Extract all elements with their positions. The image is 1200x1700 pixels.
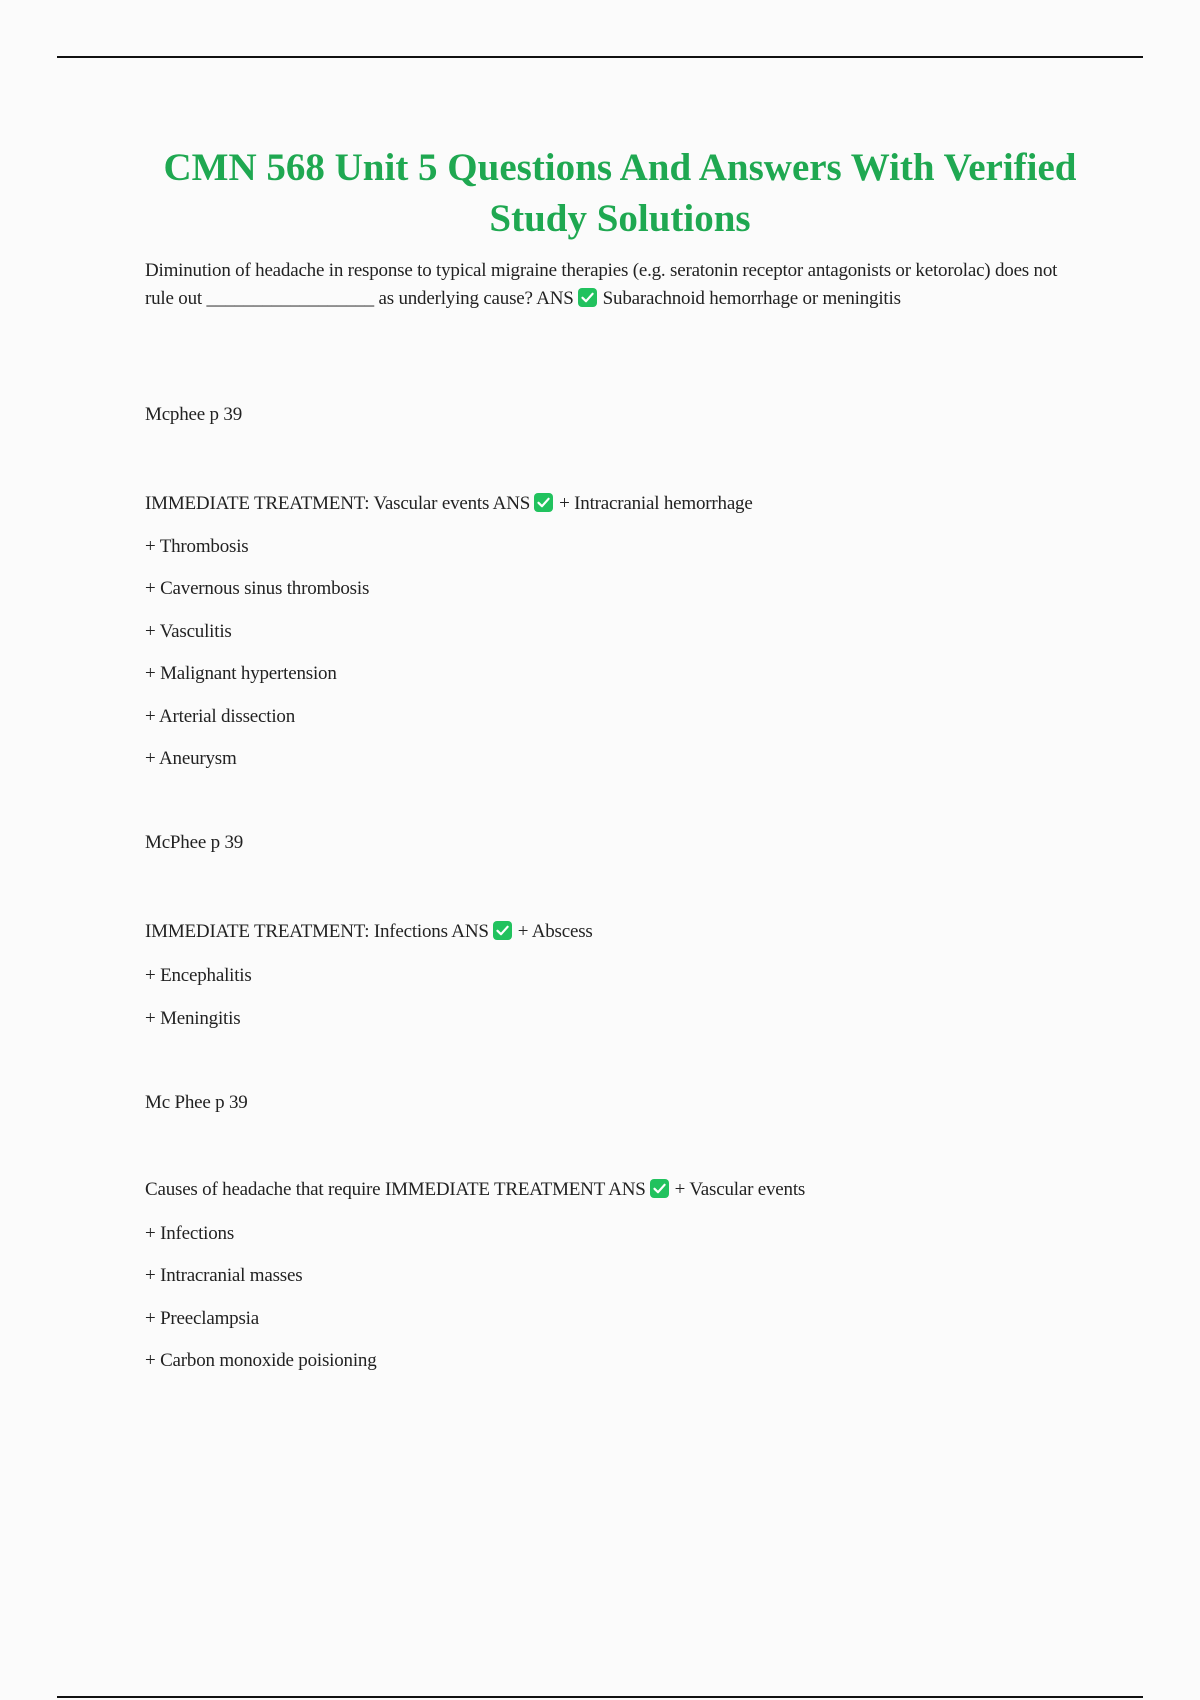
list-item: + Arterial dissection <box>145 706 296 727</box>
list-item: + Encephalitis <box>145 965 252 986</box>
list-item: + Aneurysm <box>145 748 237 769</box>
qa-block-3-question <box>145 919 593 945</box>
reference-2: McPhee p 39 <box>145 832 244 853</box>
check-box-icon <box>534 493 553 512</box>
list-item: + Preeclampsia <box>145 1308 259 1329</box>
qa-block-2-question <box>145 491 753 517</box>
check-box-icon <box>650 1179 669 1198</box>
qa-block-4-question <box>145 1177 805 1203</box>
bottom-rule <box>57 1696 1143 1698</box>
question-3-text: IMMEDIATE TREATMENT: Infections ANS <box>145 921 489 942</box>
reference-3: Mc Phee p 39 <box>145 1092 248 1113</box>
list-item: + Intracranial masses <box>145 1265 303 1286</box>
list-item: + Cavernous sinus thrombosis <box>145 578 370 599</box>
answer-1-text: Subarachnoid hemorrhage or meningitis <box>602 288 901 309</box>
question-4-text: Causes of headache that require IMMEDIATE TREATMENT ANS <box>145 1179 646 1200</box>
list-item: + Thrombosis <box>145 536 249 557</box>
answer-4-first-item: + Vascular events <box>674 1179 806 1200</box>
answer-2-first-item: + Intracranial hemorrhage <box>559 493 753 514</box>
check-box-icon <box>578 288 597 307</box>
reference-1: Mcphee p 39 <box>145 404 242 425</box>
answer-3-first-item: + Abscess <box>517 921 593 942</box>
document-title: CMN 568 Unit 5 Questions And Answers With Verified Study Solutions <box>163 146 1077 240</box>
list-item: + Malignant hypertension <box>145 663 337 684</box>
list-item: + Meningitis <box>145 1008 241 1029</box>
question-text <box>145 257 1090 313</box>
list-item: + Carbon monoxide poisioning <box>145 1350 377 1371</box>
list-item: + Vasculitis <box>145 621 232 642</box>
qa-block-1 <box>145 257 1090 313</box>
list-item: + Infections <box>145 1223 235 1244</box>
question-1-text: Diminution of headache in response to typical migraine therapies (e.g. seratonin receptor antagonists or ketorolac) does not rule out __________________ as underlying cause? ANS <box>145 260 1058 309</box>
question-2-text: IMMEDIATE TREATMENT: Vascular events ANS <box>145 493 531 514</box>
check-box-icon <box>493 921 512 940</box>
top-rule <box>57 56 1143 58</box>
